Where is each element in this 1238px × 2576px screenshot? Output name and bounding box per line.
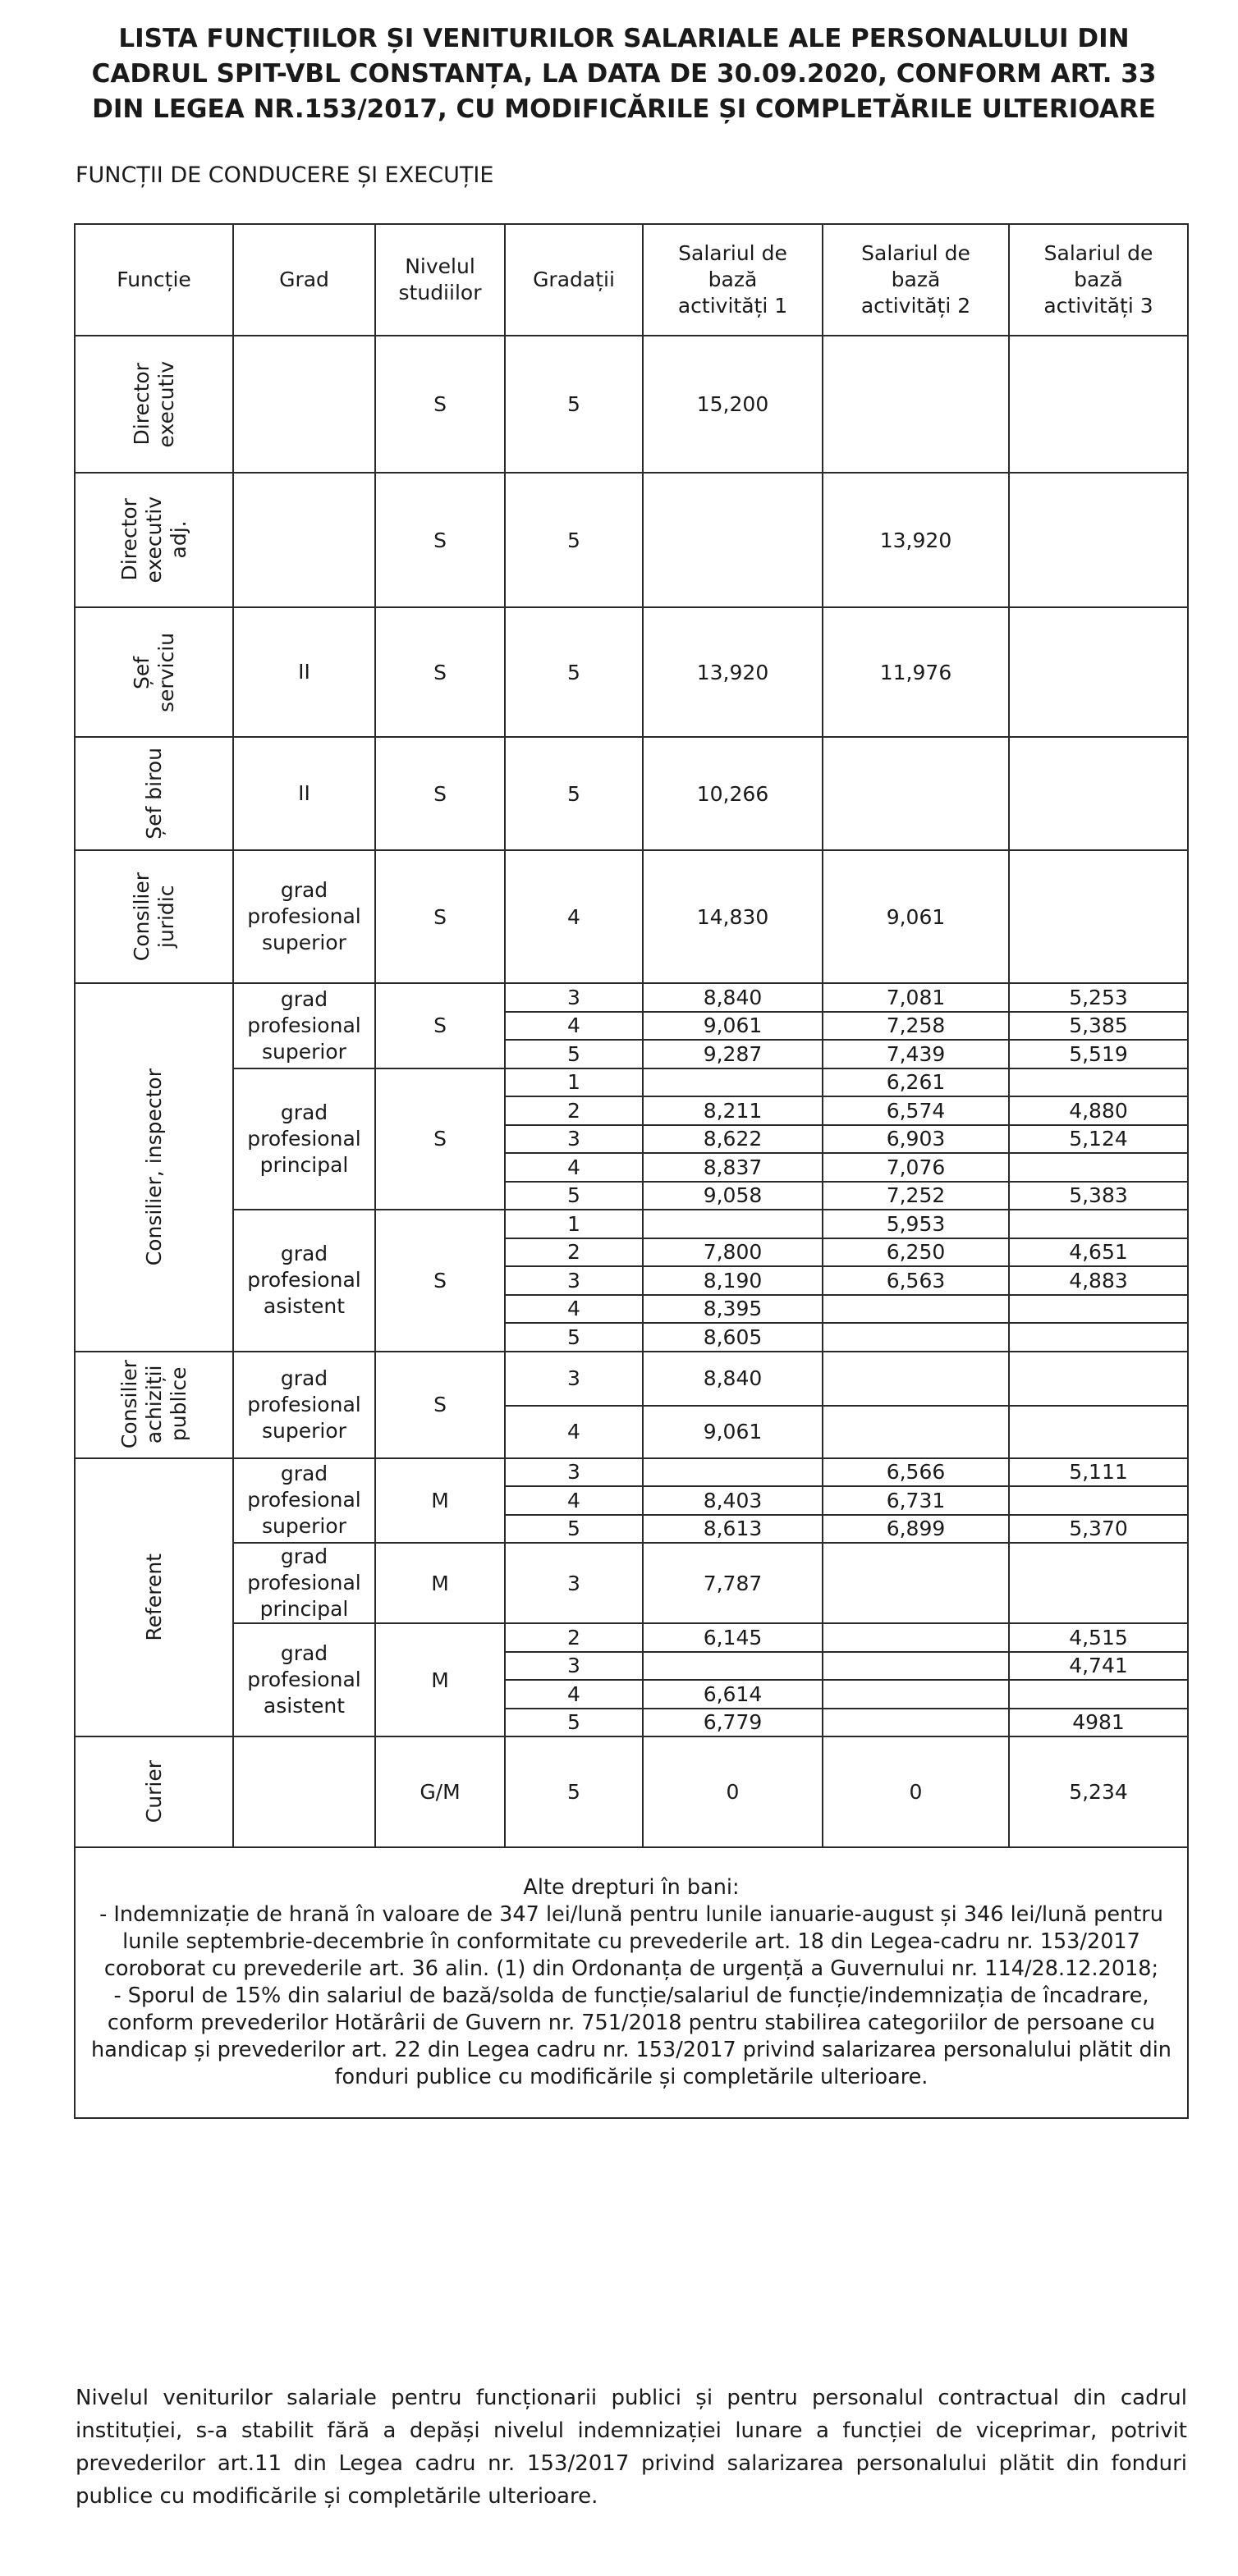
salary-2-cell: 7,439 [823,1040,1009,1068]
salary-1-cell: 8,211 [643,1096,823,1125]
function-cell [75,607,233,737]
grade-cell [233,983,375,1068]
gradation-cell: 5 [505,1323,643,1352]
salary-2-cell: 6,903 [823,1125,1009,1154]
salary-1-cell: 6,145 [643,1623,823,1652]
salary-3-cell: 4,880 [1009,1096,1188,1125]
salary-1-cell: 9,287 [643,1040,823,1068]
salary-3-cell [1009,1323,1188,1352]
salary-1-cell: 14,830 [643,850,823,983]
gradation-cell: 3 [505,1125,643,1154]
studies-cell: G/M [375,1736,505,1847]
salary-1-cell: 7,800 [643,1238,823,1267]
salary-3-cell [1009,1680,1188,1709]
studies-cell: M [375,1543,505,1623]
salary-3-cell: 5,383 [1009,1182,1188,1210]
salary-3-cell [1009,1068,1188,1097]
grade-cell [233,1543,375,1623]
gradation-cell: 3 [505,1458,643,1487]
function-label: Consilier achiziții publice [117,1360,190,1449]
salary-2-cell [823,737,1009,850]
document-title: LISTA FUNCȚIILOR ȘI VENITURILOR SALARIALE ALE PERSONALULUI DIN CADRUL SPIT-VBL CONSTANȚA, LA DATA DE 30.09.2020, CONFORM ART. 33 DIN LEGEA NR.153/2017, CU MODIFICĂRILE ȘI COMPLETĂRILE ULTERIOARE [91,24,1157,124]
salary-3-cell [1009,1543,1188,1623]
salary-2-cell: 6,250 [823,1238,1009,1267]
gradation-cell: 4 [505,1406,643,1458]
function-label: Șef serviciu [129,632,178,712]
gradation-cell: 3 [505,1352,643,1406]
salary-3-cell [1009,607,1188,737]
grade-cell [233,1352,375,1458]
studies-cell: S [375,336,505,473]
salary-2-cell: 6,574 [823,1096,1009,1125]
grade-cell [233,737,375,850]
gradation-cell: 5 [505,473,643,607]
studies-cell: S [375,607,505,737]
function-cell [75,850,233,983]
salary-3-cell: 4981 [1009,1709,1188,1737]
function-cell [75,1352,233,1458]
salary-3-cell: 5,253 [1009,983,1188,1012]
header-salariu-3: Salariul de bază activități 3 [1009,224,1188,336]
function-cell [75,1458,233,1737]
salary-3-cell [1009,1486,1188,1515]
studies-cell: S [375,1068,505,1210]
salary-3-cell [1009,737,1188,850]
salary-2-cell: 7,081 [823,983,1009,1012]
grade-cell [233,1458,375,1544]
function-label: Consilier juridic [129,872,178,962]
salary-1-cell: 9,058 [643,1182,823,1210]
grade-cell [233,336,375,473]
gradation-cell: 2 [505,1623,643,1652]
salary-1-cell: 8,605 [643,1323,823,1352]
notes-item: - Indemnizație de hrană în valoare de 347 lei/lună pentru lunile ianuarie-august și 346 lei/lună pentru lunile septembrie-decembrie în conformitate cu prevederile art. 18 din Legea-cadru nr. 153/2017 coroborat cu prevederile art. 36 alin. (1) din Ordonanța de urgență a Guvernului nr. 114/28.12.2018; [99,1902,1163,1981]
grade-cell [233,850,375,983]
salary-3-cell: 5,111 [1009,1458,1188,1487]
table-row [75,850,1188,983]
salary-3-cell: 5,234 [1009,1736,1188,1847]
salary-2-cell: 0 [823,1736,1009,1847]
grade-label: II [298,781,310,805]
salary-3-cell [1009,1352,1188,1406]
table-row [75,737,1188,850]
salary-3-cell: 4,515 [1009,1623,1188,1652]
grade-label: grad profesional superior [247,1462,361,1539]
grade-cell [233,473,375,607]
salary-2-cell: 7,258 [823,1012,1009,1041]
salary-3-cell: 5,385 [1009,1012,1188,1041]
salary-3-cell [1009,473,1188,607]
function-cell [75,1736,233,1847]
salary-2-cell [823,1623,1009,1652]
salary-3-cell [1009,1295,1188,1324]
salary-1-cell: 15,200 [643,336,823,473]
studies-cell: S [375,983,505,1068]
salary-3-cell: 5,370 [1009,1515,1188,1544]
grade-label: grad profesional superior [247,878,361,954]
table-row [75,1847,1188,2118]
header-nivel-studii: Nivelul studiilor [375,224,505,336]
gradation-cell: 4 [505,1680,643,1709]
table-row [75,607,1188,737]
salary-1-cell [643,1068,823,1097]
salary-3-cell [1009,336,1188,473]
gradation-cell: 3 [505,1266,643,1295]
gradation-cell: 4 [505,1486,643,1515]
table-row [75,1210,1188,1238]
gradation-cell: 5 [505,1709,643,1737]
salary-2-cell: 6,563 [823,1266,1009,1295]
grade-cell [233,1068,375,1210]
salary-1-cell: 8,395 [643,1295,823,1324]
salary-1-cell: 8,840 [643,1352,823,1406]
table-row [75,336,1188,473]
gradation-cell: 2 [505,1238,643,1267]
gradation-cell: 5 [505,607,643,737]
salary-1-cell: 8,840 [643,983,823,1012]
header-salariu-1: Salariul de bază activități 1 [643,224,823,336]
function-cell [75,737,233,850]
table-row [75,1736,1188,1847]
grade-label: grad profesional asistent [247,1242,361,1319]
grade-label: grad profesional principal [247,1100,361,1177]
table-row [75,473,1188,607]
salary-1-cell: 0 [643,1736,823,1847]
studies-cell: S [375,1352,505,1458]
table-row [75,1458,1188,1487]
salary-2-cell [823,1352,1009,1406]
function-cell [75,473,233,607]
grade-label: II [298,660,310,684]
salary-2-cell [823,1652,1009,1681]
studies-cell: S [375,473,505,607]
salary-1-cell: 13,920 [643,607,823,737]
salary-3-cell [1009,1153,1188,1182]
table-row [75,983,1188,1012]
table-row [75,1068,1188,1097]
salary-1-cell: 8,403 [643,1486,823,1515]
gradation-cell: 5 [505,1182,643,1210]
gradation-cell: 3 [505,1543,643,1623]
salary-1-cell [643,1210,823,1238]
salary-2-cell: 6,731 [823,1486,1009,1515]
salary-1-cell: 6,779 [643,1709,823,1737]
grade-cell [233,1210,375,1352]
salary-1-cell: 10,266 [643,737,823,850]
table-row [75,1352,1188,1406]
salary-1-cell: 7,787 [643,1543,823,1623]
gradation-cell: 5 [505,1515,643,1544]
studies-cell: S [375,737,505,850]
studies-cell: M [375,1623,505,1736]
grade-cell [233,1736,375,1847]
salary-2-cell [823,1406,1009,1458]
header-functie: Funcție [75,224,233,336]
salary-3-cell [1009,850,1188,983]
salary-3-cell: 4,741 [1009,1652,1188,1681]
gradation-cell: 1 [505,1068,643,1097]
salary-3-cell [1009,1210,1188,1238]
salary-2-cell: 13,920 [823,473,1009,607]
function-label: Șef birou [141,748,166,840]
salary-1-cell: 6,614 [643,1680,823,1709]
gradation-cell: 2 [505,1096,643,1125]
footer-paragraph: Nivelul veniturilor salariale pentru funcționarii publici și pentru personalul contractual din cadrul instituției, s-a stabilit fără a depăși nivelul indemnizației lunare a funcției de viceprimar, potrivit prevederilor art.11 din Legea cadru nr. 153/2017 privind salarizarea personalului plătit din fonduri publice cu modificările și completările ulterioare. [76,2386,1187,2509]
salary-1-cell: 8,190 [643,1266,823,1295]
salary-2-cell [823,1680,1009,1709]
salary-2-cell [823,1709,1009,1737]
gradation-cell: 3 [505,983,643,1012]
gradation-cell: 5 [505,1040,643,1068]
function-label: Curier [141,1760,166,1823]
salary-2-cell: 5,953 [823,1210,1009,1238]
salary-1-cell: 9,061 [643,1406,823,1458]
salary-3-cell: 4,883 [1009,1266,1188,1295]
studies-cell: M [375,1458,505,1544]
function-cell [75,983,233,1352]
grade-cell [233,1623,375,1736]
header-salariu-2: Salariul de bază activități 2 [823,224,1009,336]
function-label: Director executiv adj. [117,496,190,583]
gradation-cell: 4 [505,1153,643,1182]
grade-label: grad profesional asistent [247,1641,361,1718]
salary-3-cell [1009,1406,1188,1458]
function-label: Director executiv [129,360,178,448]
notes-heading: Alte drepturi în bani: [523,1875,740,1900]
salary-2-cell: 6,261 [823,1068,1009,1097]
salary-3-cell: 4,651 [1009,1238,1188,1267]
salary-table-body [75,224,1188,2118]
table-row [75,1623,1188,1652]
salary-2-cell: 7,076 [823,1153,1009,1182]
grade-label: grad profesional principal [247,1544,361,1621]
grade-cell [233,607,375,737]
header-grad: Grad [233,224,375,336]
gradation-cell: 1 [505,1210,643,1238]
salary-3-cell: 5,124 [1009,1125,1188,1154]
salary-1-cell: 8,622 [643,1125,823,1154]
salary-2-cell: 11,976 [823,607,1009,737]
salary-2-cell [823,1295,1009,1324]
salary-2-cell [823,1323,1009,1352]
salary-3-cell: 5,519 [1009,1040,1188,1068]
function-label: Referent [141,1553,166,1641]
salary-2-cell [823,336,1009,473]
gradation-cell: 3 [505,1652,643,1681]
salary-2-cell: 7,252 [823,1182,1009,1210]
salary-1-cell [643,1458,823,1487]
function-label: Consilier, inspector [141,1068,166,1266]
gradation-cell: 4 [505,1012,643,1041]
studies-cell: S [375,850,505,983]
gradation-cell: 5 [505,737,643,850]
gradation-cell: 5 [505,1736,643,1847]
salary-1-cell: 9,061 [643,1012,823,1041]
gradation-cell: 4 [505,850,643,983]
salary-1-cell [643,1652,823,1681]
notes-item: - Sporul de 15% din salariul de bază/solda de funcție/salariul de funcție/indemnizația de încadrare, conform prevederilor Hotărârii de Guvern nr. 751/2018 pentru stabilirea categoriilor de persoane cu handicap și prevederilor art. 22 din Legea cadru nr. 153/2017 privind salarizarea personalului plătit din fonduri publice cu modificările și completările ulterioare. [91,1983,1172,2089]
table-header-row [75,224,1188,336]
gradation-cell: 5 [505,336,643,473]
salary-1-cell [643,473,823,607]
grade-label: grad profesional superior [247,1366,361,1443]
function-cell [75,336,233,473]
salary-1-cell: 8,837 [643,1153,823,1182]
salary-table [74,223,1189,2119]
grade-label: grad profesional superior [247,986,361,1064]
salary-2-cell: 9,061 [823,850,1009,983]
salary-2-cell [823,1543,1009,1623]
salary-2-cell: 6,566 [823,1458,1009,1487]
studies-cell: S [375,1210,505,1352]
salary-2-cell: 6,899 [823,1515,1009,1544]
section-subtitle: FUNCȚII DE CONDUCERE ȘI EXECUȚIE [76,162,494,188]
gradation-cell: 4 [505,1295,643,1324]
salary-1-cell: 8,613 [643,1515,823,1544]
other-rights-notes [75,1847,1188,2118]
table-row [75,1543,1188,1623]
header-gradatii: Gradații [505,224,643,336]
